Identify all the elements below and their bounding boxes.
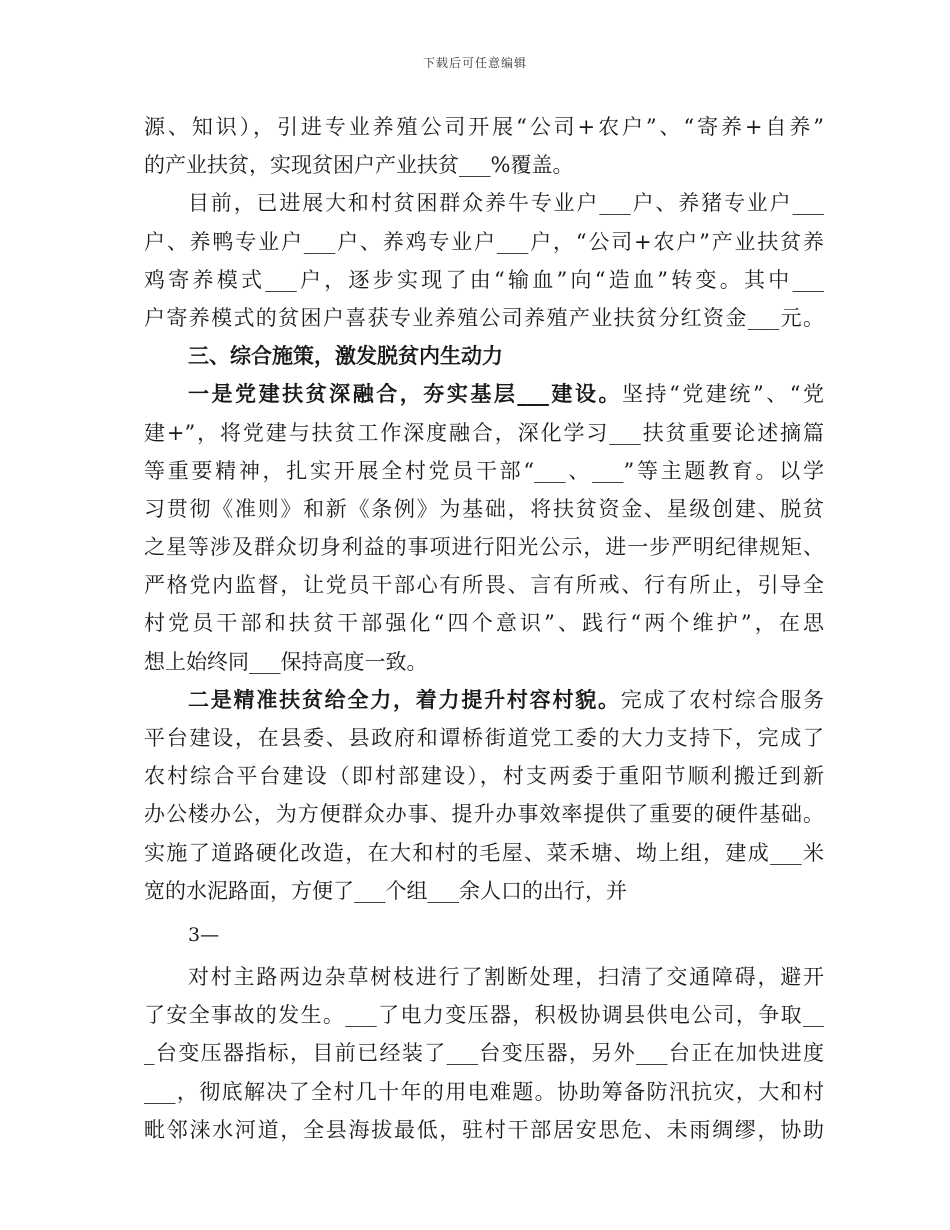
text-line [144, 375, 824, 413]
document-body [144, 108, 824, 1149]
text-line: 之星等涉及群众切身利益的事项进行阳光公示，进一步严明纪律规矩、 [144, 535, 824, 560]
text-line: 毗邻涞水河道，全县海拔最低，驻村干部居安思危、未雨绸缪，协助 [144, 1117, 824, 1142]
text-line: 户寄养模式的贫困户喜获专业养殖公司养殖产业扶贫分红资金___元。 [144, 305, 824, 330]
text-line: 了安全事故的发生。___了电力变压器，积极协调县供电公司，争取__ [144, 1003, 824, 1028]
section-heading [144, 337, 824, 375]
text-line: 实施了道路硬化改造，在大和村的毛屋、菜禾塘、坳上组，建成___米 [144, 840, 824, 865]
text-line: 习贯彻《准则》和新《条例》为基础，将扶贫资金、星级创建、脱贫 [144, 496, 824, 521]
text-line: 建+”，将党建与扶贫工作深度融合，深化学习___扶贫重要论述摘篇 [144, 420, 824, 445]
paragraph-1 [144, 108, 824, 184]
lead-rest: 坚持“党建统”、“党 [622, 382, 824, 407]
page-header: 下载后可任意编辑 [422, 56, 527, 70]
page-number: 3— [188, 923, 220, 946]
paragraph-continuation [144, 958, 824, 1149]
text-line: 的产业扶贫，实现贫困户产业扶贫___%覆盖。 [144, 153, 574, 178]
text-line: ___，彻底解决了全村几十年的用电难题。协助筹备防汛抗灾，大和村 [144, 1079, 824, 1104]
lead-rest: 完成了农村综合服务 [620, 687, 825, 712]
text-line: 办公楼办公，为方便群众办事、提升办事效率提供了重要的硬件基础。 [144, 802, 824, 827]
text-line: 对村主路两边杂草树枝进行了割断处理，扫清了交通障碍，避开 [188, 964, 824, 989]
text-line: 想上始终同___保持高度一致。 [144, 649, 428, 674]
text-line: 严格党内监督，让党员干部心有所畏、言有所戒、行有所止，引导全 [144, 573, 824, 598]
text-line: _台变压器指标，目前已经装了___台变压器，另外___台正在加快进度 [144, 1041, 824, 1066]
text-line: 目前，已进展大和村贫困群众养牛专业户___户、养猪专业户___ [188, 191, 824, 216]
section-heading-text: 三、综合施策，激发脱贫内生动力 [188, 343, 503, 369]
text-line: 等重要精神，扎实开展全村党员干部“___、___”等主题教育。以学 [144, 458, 824, 483]
paragraph-2 [144, 184, 824, 337]
bold-lead: 二是精准扶贫给全力，着力提升村容村貌。 [188, 686, 621, 712]
bold-lead: 一是党建扶贫深融合，夯实基层___建设。 [188, 381, 623, 407]
text-line: 农村综合平台建设（即村部建设），村支两委于重阳节顺利搬迁到新 [144, 764, 824, 789]
text-line [144, 681, 824, 719]
paragraph-poverty-alleviation [144, 681, 824, 910]
text-line: 源、知识），引进专业养殖公司开展“公司+农户”、“寄养+自养” [144, 115, 824, 139]
text-line: 鸡寄养模式___户，逐步实现了由“输血”向“造血”转变。其中___ [144, 267, 824, 292]
text-line: 宽的水泥路面，方便了___个组___余人口的出行，并 [144, 878, 627, 903]
text-line: 村党员干部和扶贫干部强化“四个意识”、践行“两个维护”，在思 [144, 611, 824, 636]
text-line: 户、养鸭专业户___户、养鸡专业户___户，“公司+农户”产业扶贫养 [144, 229, 824, 254]
paragraph-party-building [144, 375, 824, 681]
text-line: 平台建设，在县委、县政府和谭桥街道党工委的大力支持下，完成了 [144, 726, 824, 750]
